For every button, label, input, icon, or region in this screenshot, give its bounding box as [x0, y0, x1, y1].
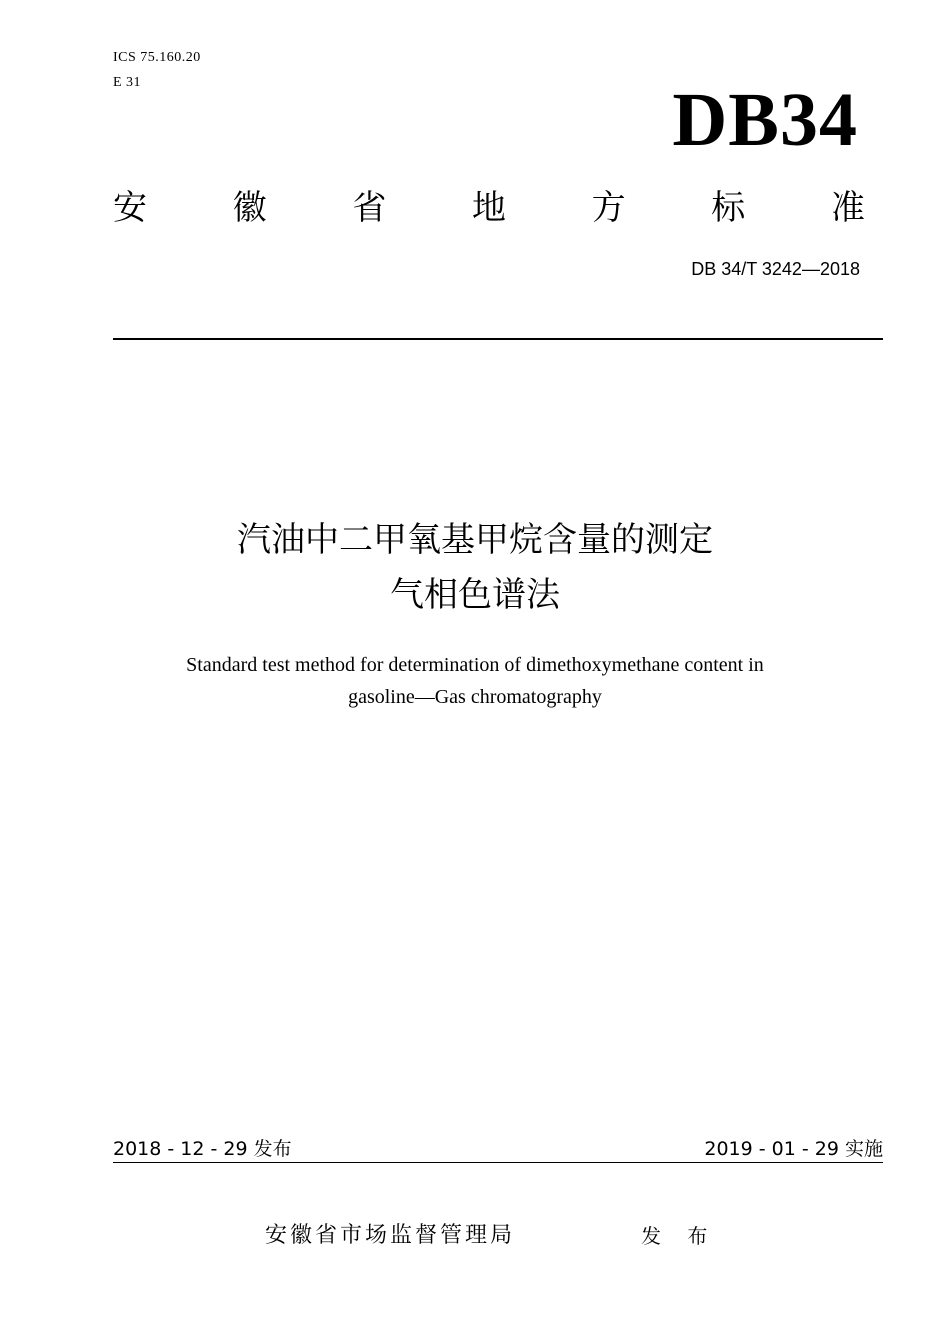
- ccs-code: E 31: [113, 75, 142, 90]
- standard-type-char: 徽: [232, 188, 267, 228]
- standard-code-large: DB34: [672, 78, 858, 162]
- title-english-line-2: gasoline—Gas chromatography: [348, 686, 602, 708]
- issue-verb: 发 布: [641, 1224, 718, 1248]
- standard-type-char: 准: [830, 188, 865, 228]
- standard-number: DB 34/T 3242—2018: [691, 259, 860, 279]
- standard-type-char: 安: [113, 188, 147, 228]
- standard-type-char: 方: [591, 188, 626, 228]
- issuing-authority: 安徽省市场监督管理局: [265, 1223, 516, 1248]
- implementation-date: 2019 - 01 - 29 实施: [704, 1138, 883, 1160]
- ics-code: ICS 75.160.20: [113, 50, 201, 65]
- standard-type-char: 地: [471, 188, 506, 228]
- title-chinese-line-1: 汽油中二甲氧基甲烷含量的测定: [237, 520, 713, 560]
- standard-type-char: 省: [352, 188, 387, 228]
- title-english-line-1: Standard test method for determination of dimethoxymethane content in: [186, 654, 764, 676]
- header-divider: [113, 338, 883, 340]
- title-chinese-line-2: 气相色谱法: [390, 575, 560, 615]
- standard-type-char: 标: [711, 188, 746, 228]
- footer-divider: [113, 1162, 883, 1163]
- standard-type: [113, 186, 865, 230]
- issue-date: 2018 - 12 - 29 发布: [113, 1138, 292, 1160]
